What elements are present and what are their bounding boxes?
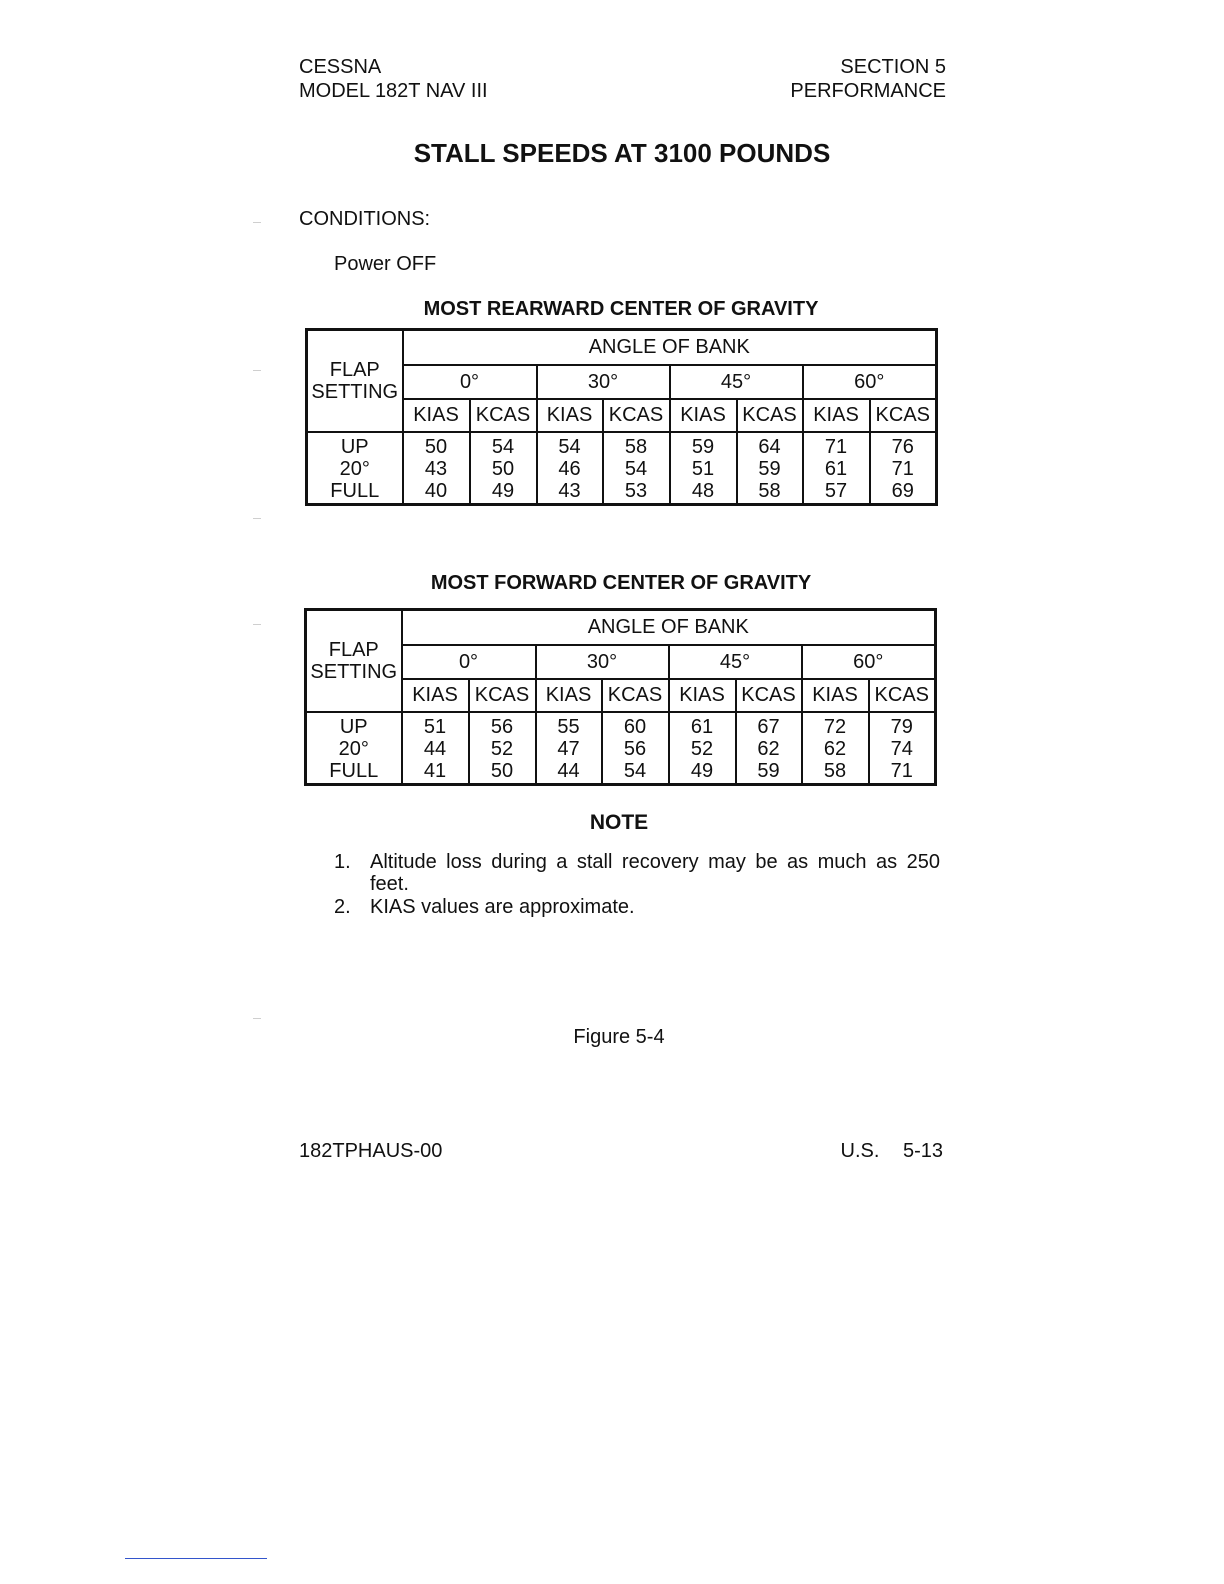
- speed-value: 50: [490, 759, 514, 782]
- speed-value: 40: [424, 479, 448, 502]
- speed-value: 43: [558, 479, 581, 502]
- bottom-rule: [125, 1558, 267, 1559]
- speed-column: [402, 712, 469, 785]
- speed-value: 58: [624, 435, 648, 458]
- speed-column: [737, 432, 803, 505]
- flap-setting-header: [307, 330, 403, 432]
- flap-header-line: FLAP: [328, 638, 379, 661]
- header-left: [299, 55, 488, 103]
- speed-label: KIAS: [403, 399, 470, 432]
- speed-value: 51: [423, 715, 447, 738]
- speed-value: 64: [758, 435, 781, 458]
- manufacturer: CESSNA: [299, 56, 382, 78]
- footer-page-number: U.S. 5-13: [840, 1140, 943, 1162]
- angle-of-bank-header: ANGLE OF BANK: [402, 610, 936, 645]
- speed-value: 56: [623, 737, 647, 760]
- note-title: NOTE: [589, 811, 649, 834]
- angle-header: 45°: [669, 645, 802, 679]
- flap-setting: UP: [340, 435, 369, 458]
- margin-mark: [253, 1018, 261, 1019]
- flap-header-line: SETTING: [311, 380, 399, 403]
- speed-column: [803, 432, 870, 505]
- angle-header: 60°: [802, 645, 936, 679]
- speed-value: 69: [891, 479, 914, 502]
- flap-setting-header: [306, 610, 402, 712]
- speed-label: KIAS: [803, 399, 870, 432]
- speed-column: [802, 712, 869, 785]
- page-title: STALL SPEEDS AT 3100 POUNDS: [413, 138, 831, 168]
- speed-value: 55: [557, 715, 580, 738]
- speed-value: 49: [690, 759, 714, 782]
- speed-value: 51: [691, 457, 715, 480]
- margin-mark: [253, 624, 261, 625]
- speed-value: 48: [691, 479, 715, 502]
- speed-value: 41: [423, 759, 447, 782]
- conditions-label: CONDITIONS:: [299, 208, 431, 230]
- figure-label: Figure 5-4: [573, 1026, 665, 1048]
- flap-setting: FULL: [329, 759, 379, 782]
- margin-mark: [253, 222, 261, 223]
- note-text: KIAS values are approximate.: [370, 896, 635, 918]
- speed-column: [403, 432, 470, 505]
- speed-label: KIAS: [802, 679, 869, 712]
- speed-label: KIAS: [670, 399, 737, 432]
- flap-setting: FULL: [330, 479, 380, 502]
- speed-label: KCAS: [869, 679, 936, 712]
- margin-mark: [253, 518, 261, 519]
- flap-settings-column: [307, 432, 403, 505]
- speed-label: KCAS: [603, 399, 670, 432]
- speed-value: 46: [558, 457, 581, 480]
- speed-value: 60: [623, 715, 647, 738]
- flap-header-line: SETTING: [310, 660, 398, 683]
- speed-value: 44: [423, 737, 447, 760]
- speed-label: KCAS: [736, 679, 802, 712]
- speed-value: 76: [891, 435, 914, 458]
- speed-value: 67: [757, 715, 780, 738]
- speed-value: 52: [490, 737, 514, 760]
- speed-value: 52: [690, 737, 714, 760]
- speed-value: 54: [491, 435, 515, 458]
- note-list: [334, 851, 940, 919]
- speed-column: [602, 712, 669, 785]
- speed-value: 58: [823, 759, 847, 782]
- angle-header: 30°: [536, 645, 669, 679]
- speed-value: 54: [623, 759, 647, 782]
- speed-value: 57: [824, 479, 848, 502]
- speed-column: [470, 432, 537, 505]
- speed-value: 72: [823, 715, 847, 738]
- speed-label: KIAS: [669, 679, 736, 712]
- stall-table-rearward-cg: [305, 328, 938, 506]
- speed-label: KCAS: [602, 679, 669, 712]
- speed-value: 53: [624, 479, 648, 502]
- flap-settings-column: [306, 712, 402, 785]
- margin-mark: [253, 370, 261, 371]
- table-rearward-subtitle: MOST REARWARD CENTER OF GRAVITY: [423, 298, 819, 320]
- speed-value: 74: [890, 737, 913, 760]
- angle-header: 45°: [670, 365, 803, 399]
- speed-value: 59: [758, 457, 781, 480]
- speed-value: 62: [757, 737, 780, 760]
- speed-column: [869, 712, 936, 785]
- speed-label: KCAS: [469, 679, 536, 712]
- speed-value: 59: [691, 435, 715, 458]
- speed-label: KIAS: [402, 679, 469, 712]
- speed-value: 71: [891, 457, 914, 480]
- angle-header: 30°: [537, 365, 670, 399]
- speed-column: [669, 712, 736, 785]
- speed-value: 43: [424, 457, 448, 480]
- note-item: [334, 851, 940, 895]
- speed-value: 50: [491, 457, 515, 480]
- stall-table-forward-cg: [304, 608, 937, 786]
- speed-label: KIAS: [537, 399, 603, 432]
- speed-value: 58: [758, 479, 781, 502]
- speed-value: 54: [558, 435, 581, 458]
- angle-header: 60°: [803, 365, 937, 399]
- angle-header: 0°: [403, 365, 537, 399]
- speed-label: KCAS: [737, 399, 803, 432]
- flap-setting: 20°: [339, 457, 370, 480]
- flap-setting: 20°: [338, 737, 369, 760]
- speed-value: 71: [890, 759, 913, 782]
- speed-column: [670, 432, 737, 505]
- flap-setting: UP: [339, 715, 368, 738]
- speed-label: KCAS: [470, 399, 537, 432]
- speed-value: 62: [823, 737, 847, 760]
- header-right: [700, 55, 946, 103]
- speed-value: 61: [690, 715, 714, 738]
- speed-value: 54: [624, 457, 648, 480]
- speed-column: [736, 712, 802, 785]
- speed-column: [537, 432, 603, 505]
- speed-column: [870, 432, 937, 505]
- section-number: SECTION 5: [840, 56, 946, 78]
- footer-document-id: 182TPHAUS-00: [299, 1140, 443, 1162]
- speed-value: 44: [557, 759, 580, 782]
- speed-value: 56: [490, 715, 514, 738]
- speed-label: KIAS: [536, 679, 602, 712]
- speed-column: [469, 712, 536, 785]
- speed-value: 47: [557, 737, 580, 760]
- speed-column: [603, 432, 670, 505]
- speed-value: 50: [424, 435, 448, 458]
- speed-value: 71: [824, 435, 848, 458]
- speed-label: KCAS: [870, 399, 937, 432]
- table-forward-subtitle: MOST FORWARD CENTER OF GRAVITY: [430, 572, 812, 594]
- section-name: PERFORMANCE: [790, 80, 946, 102]
- speed-value: 59: [757, 759, 780, 782]
- flap-header-line: FLAP: [329, 358, 380, 381]
- angle-of-bank-header: ANGLE OF BANK: [403, 330, 937, 365]
- note-number: 1.: [334, 851, 351, 873]
- model: MODEL 182T NAV III: [299, 80, 488, 102]
- angle-header: 0°: [402, 645, 536, 679]
- note-item: [334, 896, 940, 918]
- speed-value: 49: [491, 479, 515, 502]
- note-number: 2.: [334, 896, 351, 918]
- note-text: Altitude loss during a stall recovery may be as much as 250 feet.: [370, 851, 940, 895]
- speed-value: 79: [890, 715, 913, 738]
- speed-column: [536, 712, 602, 785]
- power-condition: Power OFF: [334, 253, 437, 275]
- speed-value: 61: [824, 457, 848, 480]
